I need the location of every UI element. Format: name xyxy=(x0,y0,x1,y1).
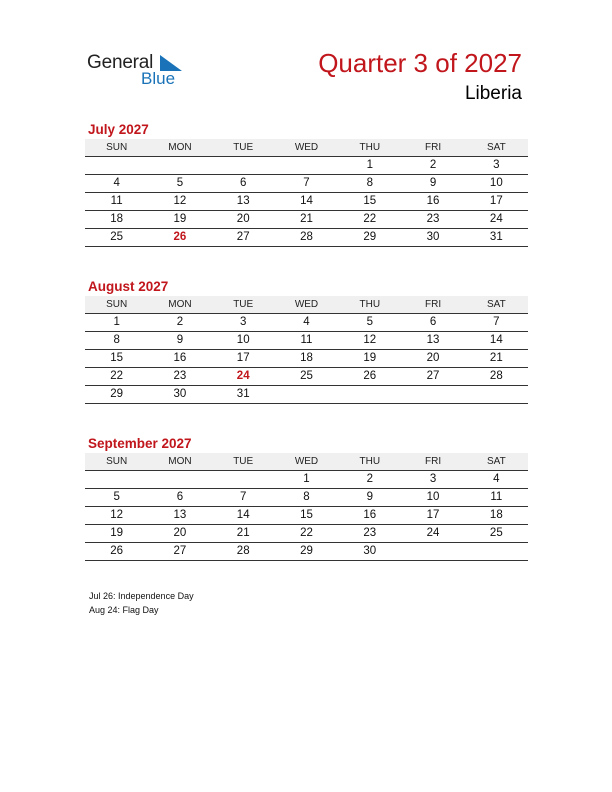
date-cell: 20 xyxy=(426,352,440,364)
holiday-notes xyxy=(89,590,194,617)
empty-date-cell xyxy=(148,471,211,488)
empty-date-cell xyxy=(275,386,338,403)
date-cell: 22 xyxy=(110,370,124,382)
date-cell: 12 xyxy=(363,334,377,346)
empty-date-cell xyxy=(465,386,528,403)
date-cell: 5 xyxy=(176,177,184,189)
date-cell: 19 xyxy=(110,527,124,539)
date-cell: 9 xyxy=(429,177,437,189)
date-cell: 1 xyxy=(113,316,120,328)
date-cell: 19 xyxy=(363,352,377,364)
date-cell: 23 xyxy=(173,370,187,382)
date-cell: 6 xyxy=(240,177,247,189)
empty-date-cell xyxy=(401,386,464,403)
date-cell: 16 xyxy=(173,352,187,364)
week-row xyxy=(85,157,528,175)
date-cell: 12 xyxy=(110,509,124,521)
date-cell: 17 xyxy=(426,509,440,521)
weekday-label: TUE xyxy=(233,456,254,467)
date-cell: 16 xyxy=(363,509,377,521)
weekday-label: WED xyxy=(294,142,319,153)
date-cell: 5 xyxy=(366,316,373,328)
date-cell: 4 xyxy=(113,177,120,189)
empty-date-cell xyxy=(338,386,401,403)
date-cell: 13 xyxy=(426,334,440,346)
date-cell: 18 xyxy=(489,509,503,521)
date-cell: 18 xyxy=(300,352,313,364)
week-rows xyxy=(85,314,528,404)
week-row xyxy=(85,332,528,350)
date-cell: 12 xyxy=(173,195,187,207)
weekday-label: FRI xyxy=(424,299,442,310)
week-row xyxy=(85,525,528,543)
date-cell: 3 xyxy=(493,159,500,171)
weekday-label: MON xyxy=(168,456,192,467)
date-cell: 30 xyxy=(426,231,440,243)
holiday-date-cell: 24 xyxy=(236,370,250,382)
empty-date-cell xyxy=(148,157,211,174)
weekday-label: WED xyxy=(294,456,319,467)
date-cell: 25 xyxy=(489,527,503,539)
weekday-label: WED xyxy=(294,299,319,310)
month-calendar-august xyxy=(85,278,528,404)
date-cell: 8 xyxy=(113,334,120,346)
week-row xyxy=(85,543,528,561)
weekday-header-row xyxy=(85,139,528,157)
date-cell: 31 xyxy=(236,388,250,400)
weekday-label: SUN xyxy=(106,142,128,153)
date-cell: 26 xyxy=(110,545,124,557)
date-cell: 31 xyxy=(489,231,503,243)
date-cell: 7 xyxy=(493,316,500,328)
date-cell: 11 xyxy=(110,195,123,207)
date-cell: 10 xyxy=(489,177,503,189)
date-cell: 18 xyxy=(110,213,124,225)
holiday-note: Aug 24: Flag Day xyxy=(89,604,159,615)
date-cell: 30 xyxy=(363,545,377,557)
logo xyxy=(87,52,197,92)
date-cell: 29 xyxy=(363,231,377,243)
week-row xyxy=(85,175,528,193)
date-cell: 4 xyxy=(493,473,500,485)
date-cell: 13 xyxy=(173,509,187,521)
date-cell: 15 xyxy=(300,509,313,521)
weekday-label: SAT xyxy=(486,456,506,467)
date-cell: 22 xyxy=(300,527,313,539)
date-cell: 6 xyxy=(176,491,184,503)
date-cell: 3 xyxy=(429,473,437,485)
date-cell: 10 xyxy=(236,334,250,346)
date-cell: 22 xyxy=(363,213,377,225)
date-cell: 23 xyxy=(426,213,440,225)
weekday-label: MON xyxy=(168,142,192,153)
weekday-header-row xyxy=(85,296,528,314)
weekday-label: SAT xyxy=(486,299,506,310)
date-cell: 29 xyxy=(300,545,313,557)
weekday-label: THU xyxy=(359,299,381,310)
date-cell: 24 xyxy=(426,527,440,539)
date-cell: 27 xyxy=(173,545,187,557)
week-row xyxy=(85,314,528,332)
date-cell: 14 xyxy=(300,195,313,207)
date-cell: 2 xyxy=(176,316,184,328)
date-cell: 1 xyxy=(366,159,373,171)
date-cell: 8 xyxy=(303,491,310,503)
weekday-label: TUE xyxy=(233,142,254,153)
week-row xyxy=(85,350,528,368)
month-title: September 2027 xyxy=(88,436,192,451)
weekday-label: SUN xyxy=(106,456,128,467)
country-name: Liberia xyxy=(464,83,522,104)
date-cell: 11 xyxy=(300,334,313,346)
date-cell: 25 xyxy=(110,231,124,243)
date-cell: 28 xyxy=(300,231,313,243)
weekday-label: THU xyxy=(359,456,381,467)
weekday-label: SUN xyxy=(106,299,128,310)
date-cell: 15 xyxy=(363,195,377,207)
month-calendar-july xyxy=(85,121,528,247)
date-cell: 14 xyxy=(489,334,503,346)
week-rows xyxy=(85,157,528,247)
week-row xyxy=(85,193,528,211)
date-cell: 21 xyxy=(489,352,503,364)
date-cell: 10 xyxy=(426,491,440,503)
page-title: Quarter 3 of 2027 xyxy=(318,48,522,78)
date-cell: 25 xyxy=(300,370,313,382)
month-calendar-september xyxy=(85,435,528,561)
date-cell: 27 xyxy=(236,231,250,243)
logo-general-text: General xyxy=(87,52,154,73)
date-cell: 7 xyxy=(240,491,247,503)
empty-date-cell xyxy=(401,543,464,560)
date-cell: 20 xyxy=(173,527,187,539)
empty-date-cell xyxy=(85,471,148,488)
date-cell: 5 xyxy=(113,491,120,503)
week-row xyxy=(85,211,528,229)
week-rows xyxy=(85,471,528,561)
date-cell: 24 xyxy=(489,213,503,225)
date-cell: 2 xyxy=(366,473,373,485)
holiday-note: Jul 26: Independence Day xyxy=(89,591,194,601)
date-cell: 9 xyxy=(366,491,373,503)
weekday-header-row xyxy=(85,453,528,471)
week-row xyxy=(85,471,528,489)
weekday-label: SAT xyxy=(486,142,506,153)
empty-date-cell xyxy=(465,543,528,560)
date-cell: 27 xyxy=(426,370,440,382)
weekday-label: THU xyxy=(359,142,381,153)
date-cell: 2 xyxy=(429,159,437,171)
holiday-date-cell: 26 xyxy=(173,231,187,243)
date-cell: 3 xyxy=(240,316,247,328)
date-cell: 8 xyxy=(366,177,373,189)
date-cell: 16 xyxy=(426,195,440,207)
date-cell: 14 xyxy=(236,509,250,521)
date-cell: 21 xyxy=(236,527,250,539)
week-row xyxy=(85,368,528,386)
weekday-label: FRI xyxy=(424,142,442,153)
date-cell: 20 xyxy=(236,213,250,225)
week-row xyxy=(85,386,528,404)
date-cell: 11 xyxy=(490,491,503,503)
date-cell: 9 xyxy=(176,334,184,346)
date-cell: 28 xyxy=(489,370,503,382)
date-cell: 29 xyxy=(110,388,124,400)
month-title: July 2027 xyxy=(88,122,149,137)
empty-date-cell xyxy=(85,157,148,174)
date-cell: 15 xyxy=(110,352,124,364)
date-cell: 28 xyxy=(236,545,250,557)
date-cell: 30 xyxy=(173,388,187,400)
empty-date-cell xyxy=(212,157,275,174)
logo-blue-text: Blue xyxy=(141,69,176,88)
date-cell: 7 xyxy=(303,177,310,189)
date-cell: 17 xyxy=(236,352,250,364)
weekday-label: FRI xyxy=(424,456,442,467)
weekday-label: MON xyxy=(168,299,192,310)
month-title: August 2027 xyxy=(88,279,169,294)
date-cell: 17 xyxy=(489,195,503,207)
date-cell: 4 xyxy=(303,316,310,328)
date-cell: 21 xyxy=(300,213,313,225)
date-cell: 6 xyxy=(429,316,437,328)
date-cell: 23 xyxy=(363,527,377,539)
date-cell: 1 xyxy=(303,473,310,485)
date-cell: 26 xyxy=(363,370,377,382)
week-row xyxy=(85,229,528,247)
week-row xyxy=(85,489,528,507)
date-cell: 19 xyxy=(173,213,187,225)
empty-date-cell xyxy=(275,157,338,174)
weekday-label: TUE xyxy=(233,299,254,310)
week-row xyxy=(85,507,528,525)
empty-date-cell xyxy=(212,471,275,488)
date-cell: 13 xyxy=(236,195,250,207)
